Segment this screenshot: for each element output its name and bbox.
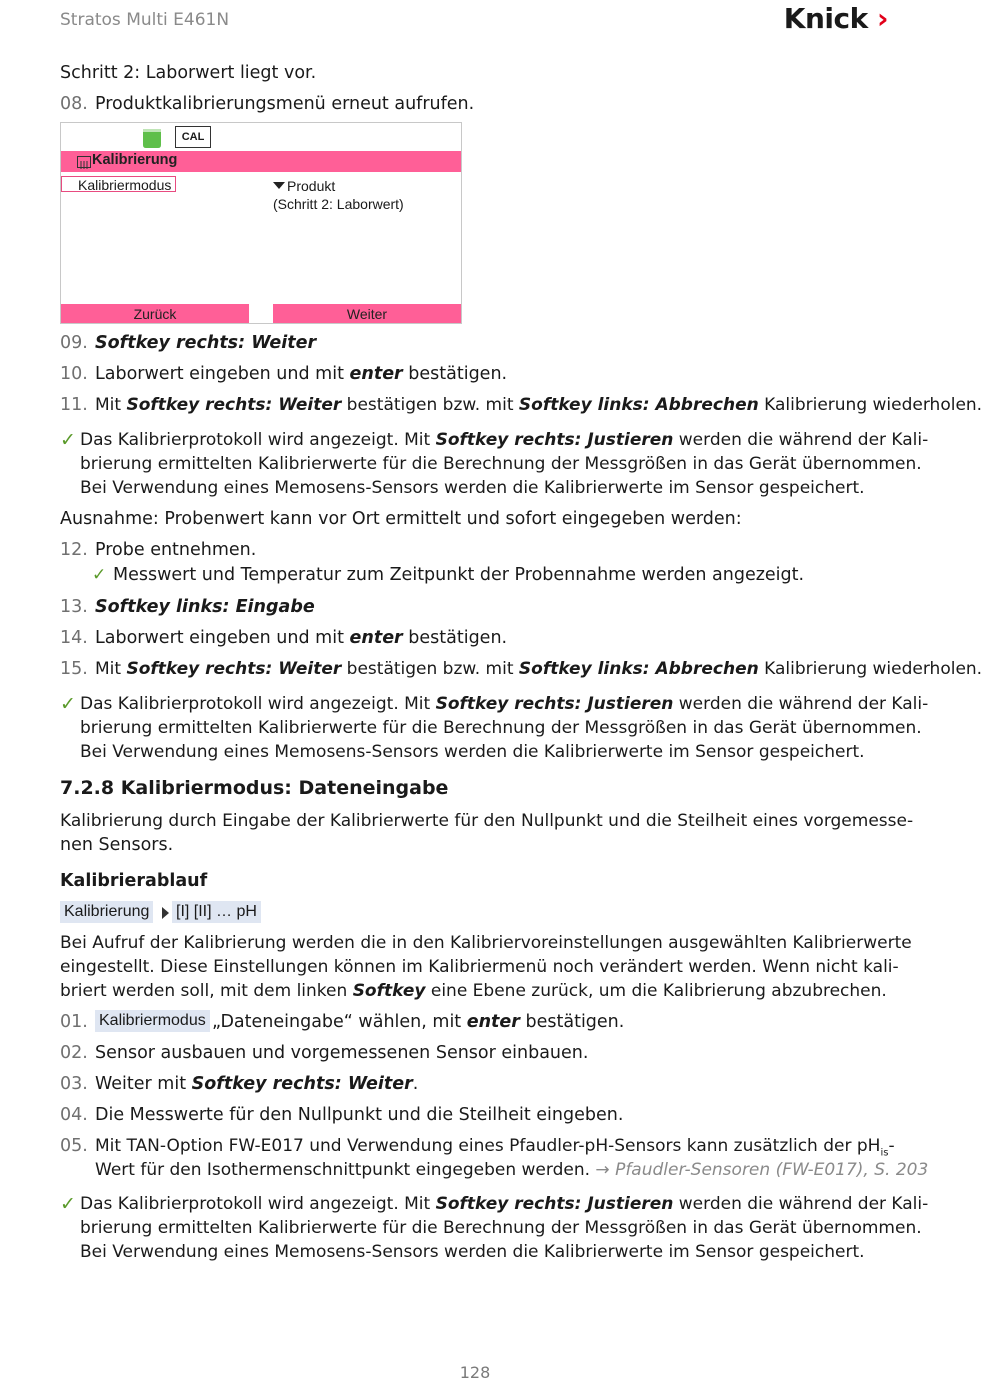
step-text: Laborwert eingeben und mit enter bestätigen. bbox=[95, 628, 508, 648]
check-icon: ✓ bbox=[60, 1193, 76, 1215]
result-text: Das Kalibrierprotokoll wird angezeigt. Mit Softkey rechts: Justieren werden die während der Kali- bbox=[80, 1194, 929, 1214]
section-intro: nen Sensors. bbox=[60, 835, 174, 855]
body-text: briert werden soll, mit dem linken Softkey eine Ebene zurück, um die Kalibrierung abzubrechen. bbox=[60, 981, 887, 1001]
step-number: 13. bbox=[60, 597, 88, 617]
cross-reference-link[interactable]: Pfaudler-Sensoren (FW-E017), S. 203 bbox=[615, 1160, 929, 1180]
step-text: Die Messwerte für den Nullpunkt und die Steilheit eingeben. bbox=[95, 1105, 624, 1125]
step-number: 14. bbox=[60, 628, 88, 648]
step-text: Mit Softkey rechts: Weiter bestätigen bzw. mit Softkey links: Abbrechen Kalibrierung wiederholen. bbox=[95, 395, 982, 415]
result-text: Bei Verwendung eines Memosens-Sensors werden die Kalibrierwerte im Sensor gespeichert. bbox=[80, 478, 865, 498]
page-number: 128 bbox=[459, 1363, 491, 1382]
softkey-left-back[interactable]: Zurück bbox=[61, 304, 249, 323]
result-text: brierung ermittelten Kalibrierwerte für die Berechnung der Messgrößen in das Gerät übernommen. bbox=[80, 1218, 922, 1238]
step-text: Weiter mit Softkey rechts: Weiter. bbox=[95, 1074, 419, 1094]
cal-badge: CAL bbox=[175, 126, 211, 148]
result-text: Das Kalibrierprotokoll wird angezeigt. Mit Softkey rechts: Justieren werden die während der Kali- bbox=[80, 430, 929, 450]
check-icon: ✓ bbox=[60, 693, 76, 715]
menu-icon bbox=[77, 156, 91, 168]
step-number: 11. bbox=[60, 395, 88, 415]
calibration-mode-field[interactable]: Kalibriermodus bbox=[61, 176, 176, 192]
check-icon: ✓ bbox=[92, 565, 107, 585]
body-text: eingestellt. Diese Einstellungen können im Kalibriermenü noch verändert werden. Wenn nicht kali- bbox=[60, 957, 899, 977]
step-number: 03. bbox=[60, 1074, 88, 1094]
step2-heading: Schritt 2: Laborwert liegt vor. bbox=[60, 63, 317, 83]
step-number: 01. bbox=[60, 1012, 88, 1032]
step-number: 12. bbox=[60, 540, 88, 560]
step-number: 04. bbox=[60, 1105, 88, 1125]
menu-title-bar bbox=[61, 151, 461, 172]
step-number: 05. bbox=[60, 1136, 88, 1156]
menu-path-calibration: Kalibrierung bbox=[60, 901, 153, 923]
step-text: Probe entnehmen. bbox=[95, 540, 257, 560]
beaker-icon bbox=[142, 127, 162, 149]
body-text: Bei Aufruf der Kalibrierung werden die in den Kalibriervoreinstellungen ausgewählten Kalibrierwerte bbox=[60, 933, 912, 953]
step-text: Wert für den Isothermenschnittpunkt eingegeben werden. → Pfaudler-Sensoren (FW-E017), S. 203 bbox=[95, 1160, 929, 1180]
path-arrow-icon bbox=[162, 907, 169, 919]
step-text: Produktkalibrierungsmenü erneut aufrufen. bbox=[95, 94, 475, 114]
exception-text: Ausnahme: Probenwert kann vor Ort ermittelt und sofort eingegeben werden: bbox=[60, 509, 742, 529]
softkey-right-next[interactable]: Weiter bbox=[273, 304, 461, 323]
result-text: Bei Verwendung eines Memosens-Sensors werden die Kalibrierwerte im Sensor gespeichert. bbox=[80, 742, 865, 762]
step-text: Mit TAN-Option FW-E017 und Verwendung eines Pfaudler-pH-Sensors kann zusätzlich der $pH_{is}-$ bbox=[95, 1136, 895, 1159]
step-text: „Dateneingabe“ wählen, mit enter bestätigen. bbox=[212, 1012, 625, 1032]
result-text: Bei Verwendung eines Memosens-Sensors werden die Kalibrierwerte im Sensor gespeichert. bbox=[80, 1242, 865, 1262]
result-text: brierung ermittelten Kalibrierwerte für die Berechnung der Messgrößen in das Gerät übernommen. bbox=[80, 718, 922, 738]
step-number: 15. bbox=[60, 659, 88, 679]
result-text: Messwert und Temperatur zum Zeitpunkt der Probennahme werden angezeigt. bbox=[113, 565, 805, 585]
subheading: Kalibrierablauf bbox=[60, 871, 208, 891]
step-text: Softkey links: Eingabe bbox=[95, 597, 315, 617]
logo-chevron-icon: › bbox=[876, 2, 888, 35]
result-text: brierung ermittelten Kalibrierwerte für die Berechnung der Messgrößen in das Gerät übernommen. bbox=[80, 454, 922, 474]
reference-arrow-icon: → bbox=[595, 1160, 610, 1180]
section-intro: Kalibrierung durch Eingabe der Kalibrierwerte für den Nullpunkt und die Steilheit eines vorgemesse- bbox=[60, 811, 914, 831]
document-title: Stratos Multi E461N bbox=[60, 10, 230, 30]
result-text: Das Kalibrierprotokoll wird angezeigt. Mit Softkey rechts: Justieren werden die während der Kali- bbox=[80, 694, 929, 714]
dropdown-icon bbox=[273, 182, 285, 189]
step-number: 10. bbox=[60, 364, 88, 384]
value-line-2: (Schritt 2: Laborwert) bbox=[273, 196, 404, 212]
knick-logo: Knick › bbox=[783, 2, 888, 35]
calibration-mode-value[interactable] bbox=[273, 177, 404, 213]
value-line-1: Produkt bbox=[287, 178, 336, 194]
step-text: Laborwert eingeben und mit enter bestätigen. bbox=[95, 364, 508, 384]
step-text: Sensor ausbauen und vorgemessenen Sensor einbauen. bbox=[95, 1043, 589, 1063]
section-heading: 7.2.8 Kalibriermodus: Dateneingabe bbox=[60, 777, 449, 799]
device-display bbox=[60, 122, 462, 324]
menu-item-calibration-mode: Kalibriermodus bbox=[95, 1010, 210, 1032]
step-text: Softkey rechts: Weiter bbox=[95, 333, 317, 353]
step-number: 02. bbox=[60, 1043, 88, 1063]
step-number: 09. bbox=[60, 333, 88, 353]
step-number: 08. bbox=[60, 94, 88, 114]
check-icon: ✓ bbox=[60, 429, 76, 451]
menu-title: Kalibrierung bbox=[92, 152, 178, 168]
step-text: Mit Softkey rechts: Weiter bestätigen bzw. mit Softkey links: Abbrechen Kalibrierung wiederholen. bbox=[95, 659, 982, 679]
menu-path-channel: [I] [II] … pH bbox=[172, 901, 261, 923]
